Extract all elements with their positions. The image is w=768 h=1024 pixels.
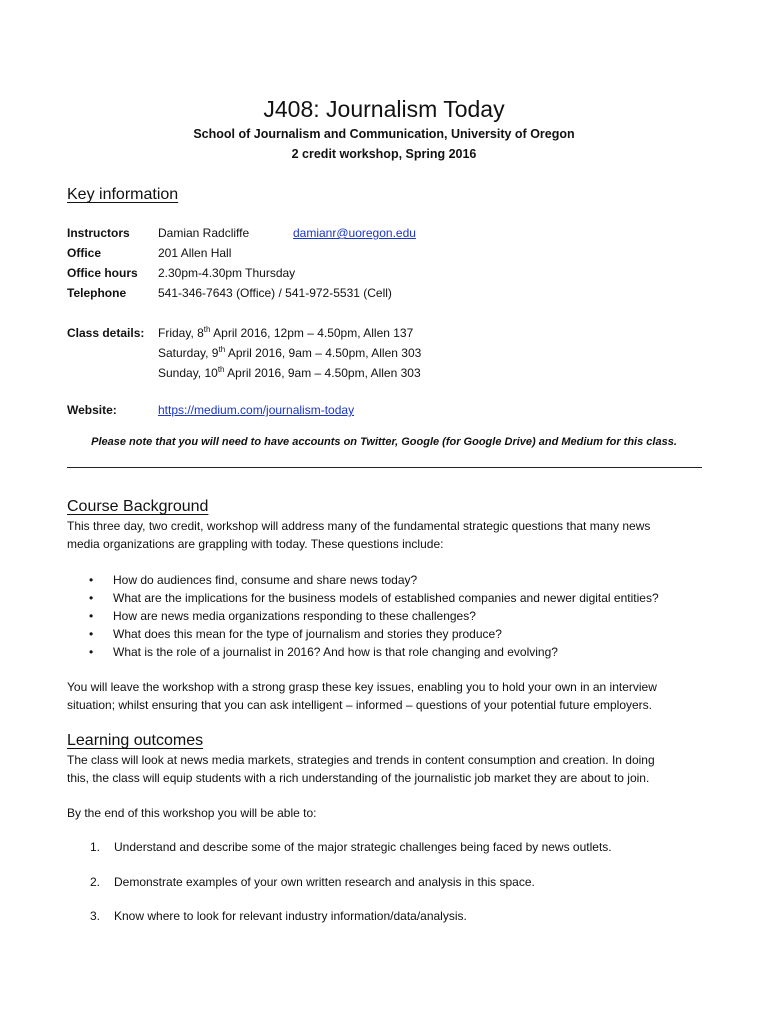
website-link[interactable]: https://medium.com/journalism-today xyxy=(158,403,355,417)
office-value: 201 Allen Hall xyxy=(158,246,232,260)
website-label: Website: xyxy=(67,403,117,417)
list-item: • How do audiences find, consume and share news today? xyxy=(89,573,418,587)
bullet-icon: • xyxy=(89,645,94,659)
instructors-value: Damian Radcliffe xyxy=(158,226,250,240)
list-item: • How are news media organizations responding to these challenges? xyxy=(89,609,476,623)
questions-list xyxy=(67,571,659,661)
background-intro: This three day, two credit, workshop will address many of the fundamental strategic questions that many news media organizations are grappling with today. These questions include: xyxy=(67,519,651,551)
bullet-icon: • xyxy=(89,573,94,587)
term-subtitle: 2 credit workshop, Spring 2016 xyxy=(291,147,477,161)
instructors-label: Instructors xyxy=(67,226,130,240)
accounts-note: Please note that you will need to have accounts on Twitter, Google (for Google Drive) and Medium for this class. xyxy=(91,436,677,448)
section-divider xyxy=(67,467,702,468)
list-item: • What does this mean for the type of journalism and stories they produce? xyxy=(89,627,502,641)
bullet-icon: • xyxy=(89,591,94,605)
background-outro: You will leave the workshop with a strong grasp these key issues, enabling you to hold your own in an interview situation; whilst ensuring that you can ask intelligent – informed – questions of your potential future employers. xyxy=(67,680,657,712)
school-subtitle: School of Journalism and Communication, University of Oregon xyxy=(193,127,575,141)
page-title: J408: Journalism Today xyxy=(263,96,505,122)
key-information-heading: Key information xyxy=(67,186,179,203)
telephone-label: Telephone xyxy=(67,286,127,300)
class-detail-line: Sunday, 10th April 2016, 9am – 4.50pm, Allen 303 xyxy=(158,365,421,380)
list-item: • What is the role of a journalist in 2016? And how is that role changing and evolving? xyxy=(89,645,558,659)
bullet-icon: • xyxy=(89,609,94,623)
instructor-email-link[interactable]: damianr@uoregon.edu xyxy=(293,226,416,240)
list-item: 1. Understand and describe some of the major strategic challenges being faced by news outlets. xyxy=(90,840,612,854)
list-item: 3. Know where to look for relevant industry information/data/analysis. xyxy=(90,909,467,923)
outcomes-lead: By the end of this workshop you will be able to: xyxy=(67,806,317,820)
telephone-value: 541-346-7643 (Office) / 541-972-5531 (Cell) xyxy=(158,286,392,300)
office-hours-label: Office hours xyxy=(67,266,138,280)
outcomes-intro: The class will look at news media markets, strategies and trends in content consumption and creation. In doing this, the class will equip students with a rich understanding of the journalistic job market they are about to join. xyxy=(67,753,655,785)
course-background-heading: Course Background xyxy=(67,498,209,515)
list-item: 2. Demonstrate examples of your own written research and analysis in this space. xyxy=(90,875,535,889)
class-detail-line: Saturday, 9th April 2016, 9am – 4.50pm, Allen 303 xyxy=(158,345,422,360)
office-hours-value: 2.30pm-4.30pm Thursday xyxy=(158,266,296,280)
list-item: • What are the implications for the business models of established companies and newer digital entities? xyxy=(89,591,659,605)
class-details-label: Class details: xyxy=(67,326,145,340)
bullet-icon: • xyxy=(89,627,94,641)
office-label: Office xyxy=(67,246,102,260)
class-detail-line: Friday, 8th April 2016, 12pm – 4.50pm, Allen 137 xyxy=(158,325,414,340)
learning-outcomes-heading: Learning outcomes xyxy=(67,732,204,749)
